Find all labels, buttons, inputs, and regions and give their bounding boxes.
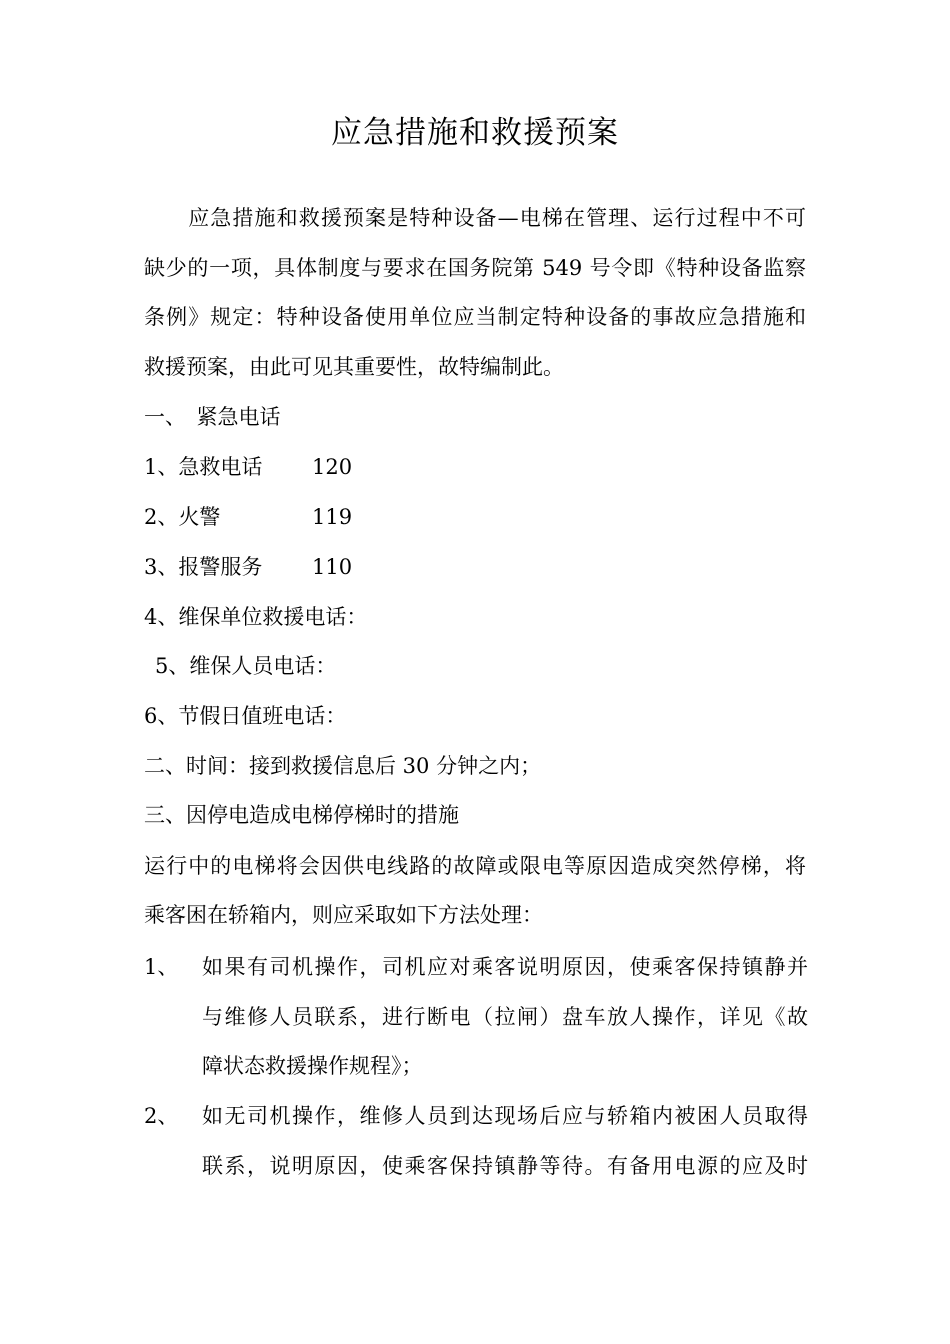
intro-line-3: 条例》规定：特种设备使用单位应当制定特种设备的事故应急措施和 bbox=[144, 305, 806, 329]
document-title: 应急措施和救援预案 bbox=[331, 115, 619, 151]
measure-2-number: 2、 bbox=[144, 1104, 179, 1128]
section-3-line-1: 运行中的电梯将会因供电线路的故障或限电等原因造成突然停梯，将 bbox=[144, 854, 806, 878]
section-3-heading: 三、因停电造成电梯停梯时的措施 bbox=[144, 803, 459, 827]
intro-line-4: 救援预案，由此可见其重要性，故特编制此。 bbox=[144, 355, 564, 379]
measure-1-line-3: 障状态救援操作规程》； bbox=[202, 1054, 423, 1078]
measure-1-line-2: 与维修人员联系，进行断电（拉闸）盘车放人操作，详见《故 bbox=[202, 1005, 808, 1029]
section-3-line-2: 乘客困在轿箱内，则应采取如下方法处理： bbox=[144, 903, 543, 927]
measure-2-line-2: 联系，说明原因，使乘客保持镇静等待。有备用电源的应及时 bbox=[202, 1154, 808, 1178]
phone-number: 110 bbox=[312, 555, 353, 579]
section-2: 二、时间：接到救援信息后 30 分钟之内； bbox=[144, 754, 542, 778]
phone-number: 119 bbox=[312, 505, 353, 529]
phone-label: 1、急救电话 bbox=[144, 455, 263, 479]
phone-item-2 bbox=[144, 502, 352, 532]
intro-line-1: 应急措施和救援预案是特种设备—电梯在管理、运行过程中不可 bbox=[144, 206, 806, 230]
phone-label: 3、报警服务 bbox=[144, 555, 263, 579]
phone-item-3 bbox=[144, 552, 352, 582]
phone-number: 120 bbox=[312, 455, 353, 479]
phone-label: 2、火警 bbox=[144, 505, 221, 529]
phone-item-6: 6、节假日值班电话： bbox=[144, 704, 347, 728]
measure-1-line-1: 如果有司机操作，司机应对乘客说明原因，使乘客保持镇静并 bbox=[202, 955, 808, 979]
section-1-heading: 一、 紧急电话 bbox=[144, 405, 281, 429]
measure-2-line-1: 如无司机操作，维修人员到达现场后应与轿箱内被困人员取得 bbox=[202, 1104, 808, 1128]
phone-item-4: 4、维保单位救援电话： bbox=[144, 605, 368, 629]
phone-item-1 bbox=[144, 452, 352, 482]
phone-item-5: 5、维保人员电话： bbox=[155, 654, 337, 678]
intro-line-2: 缺少的一项，具体制度与要求在国务院第 549 号令即《特种设备监察 bbox=[144, 256, 806, 280]
measure-1-number: 1、 bbox=[144, 955, 179, 979]
